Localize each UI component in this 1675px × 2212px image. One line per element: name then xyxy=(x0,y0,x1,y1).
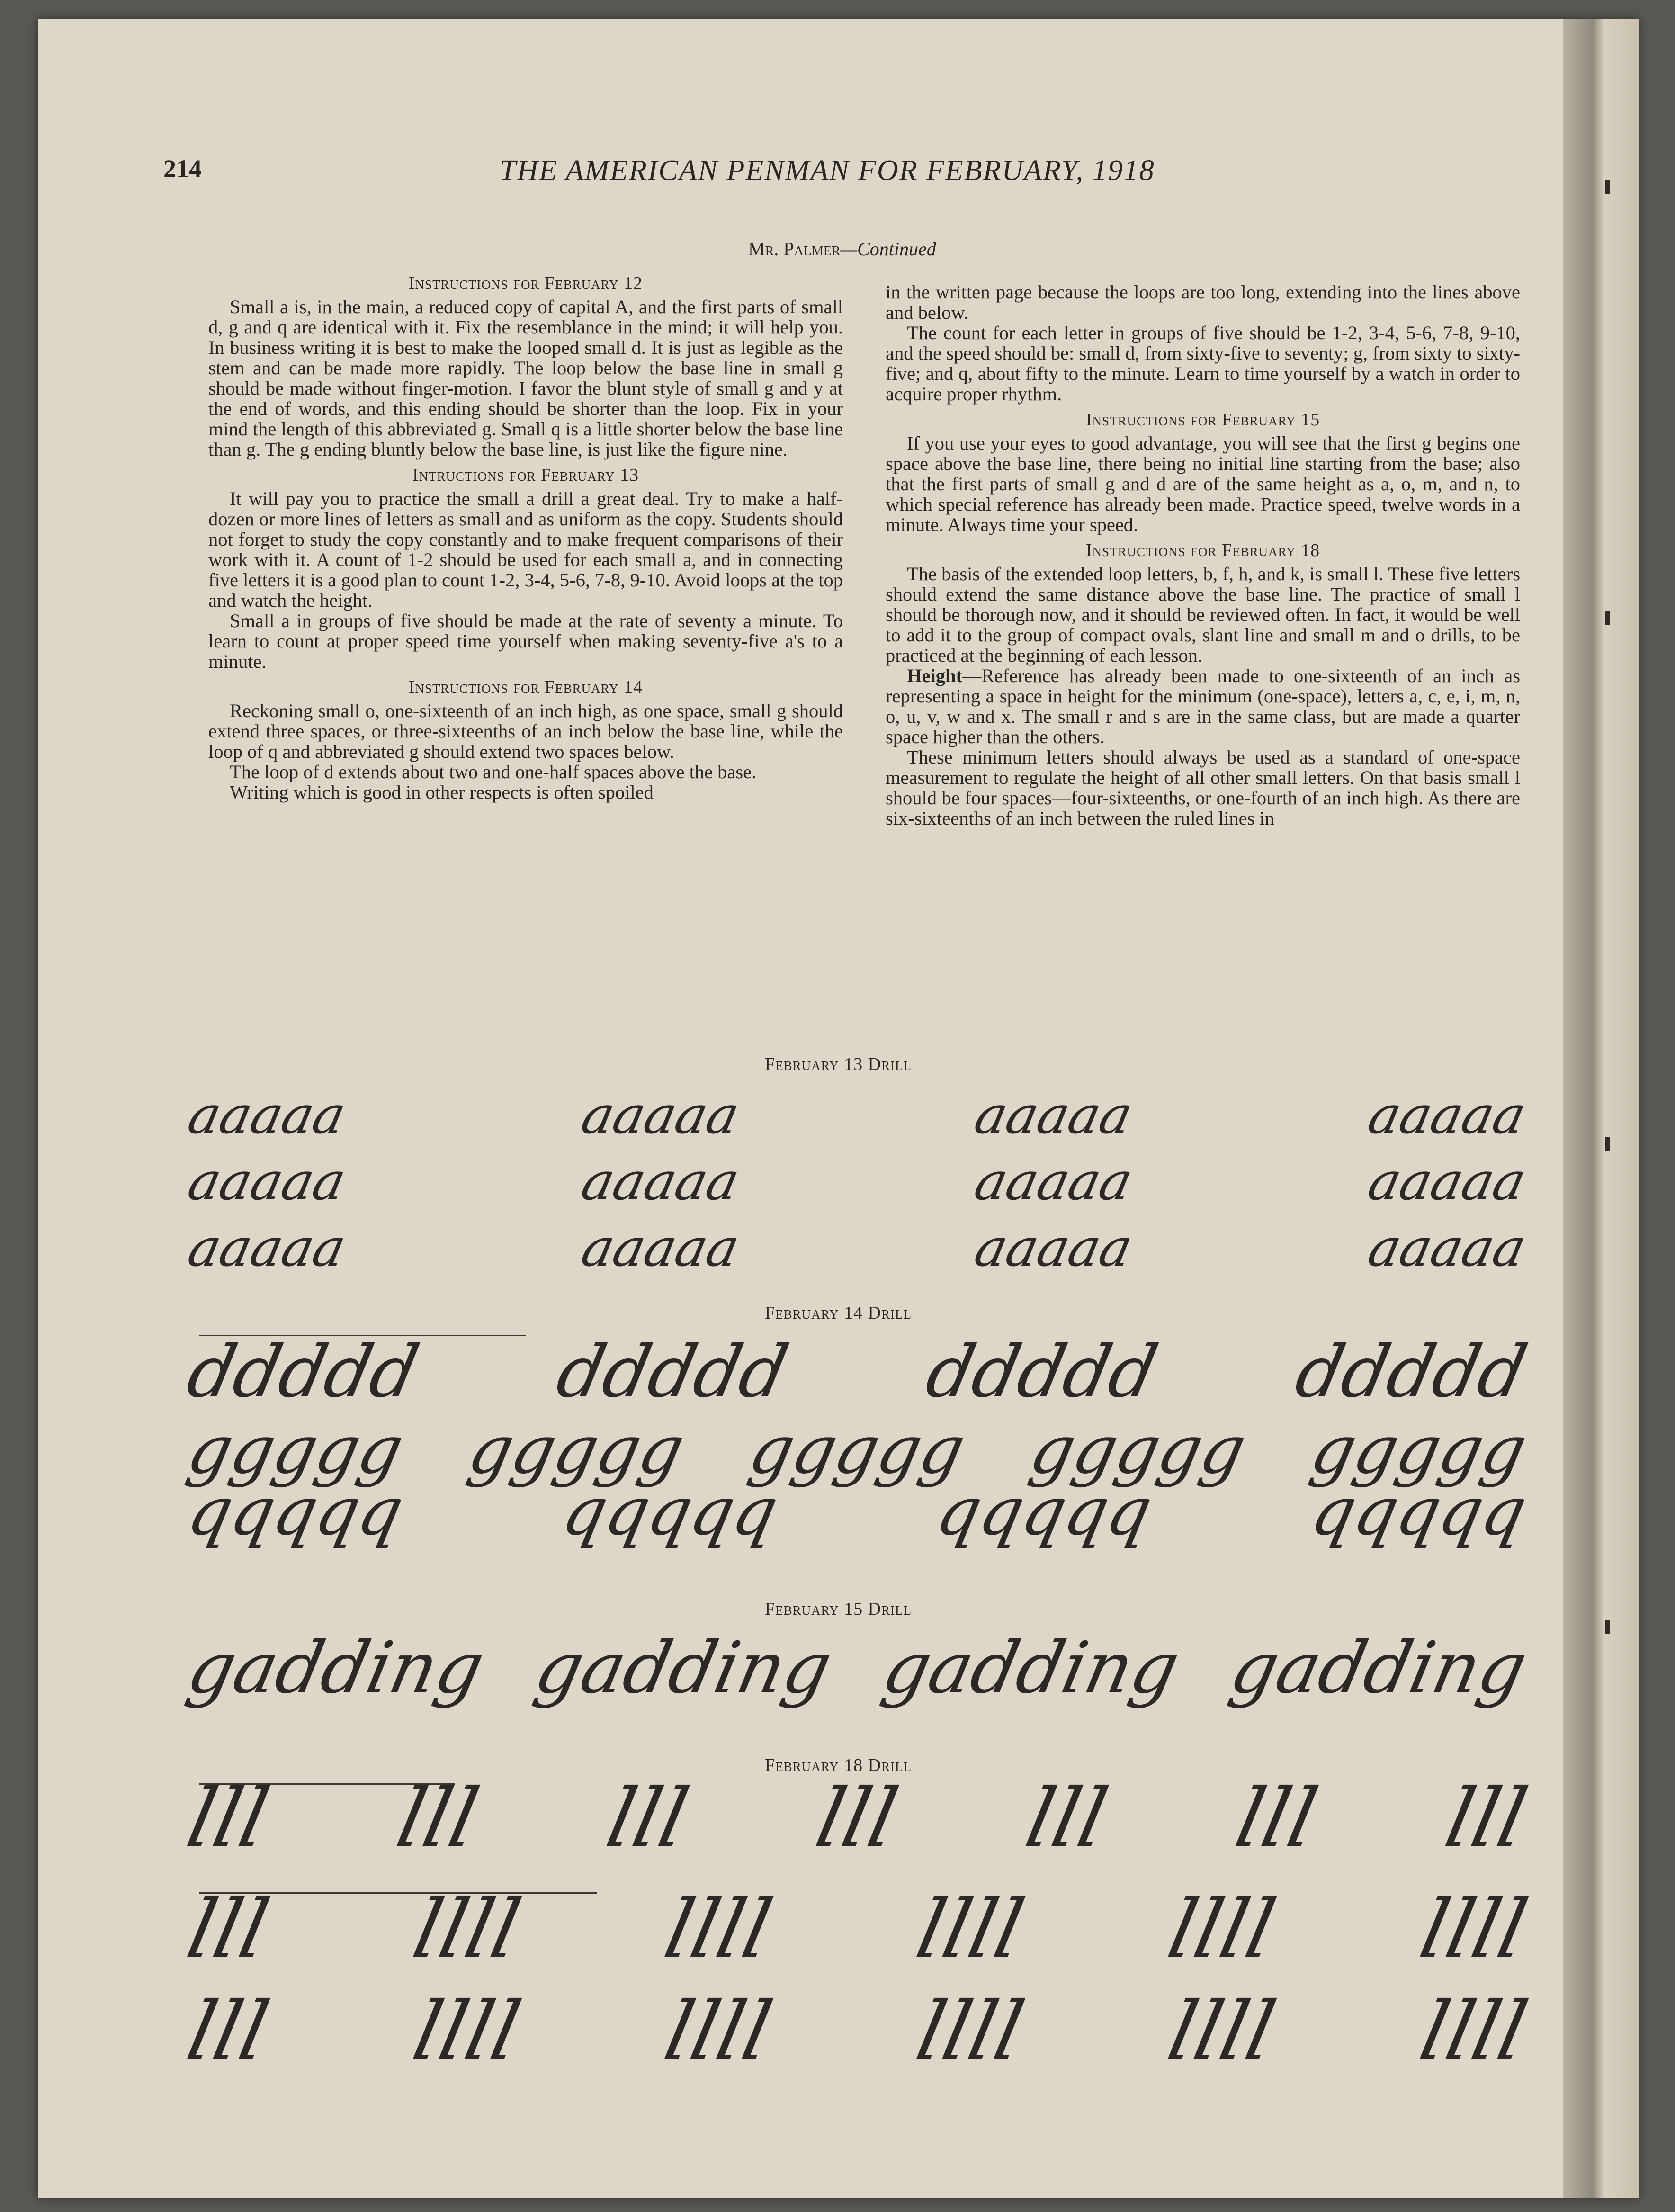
script-group: lll xyxy=(1018,1771,1116,1865)
section-heading: Instructions for February 18 xyxy=(1085,540,1320,560)
drill-row-a xyxy=(183,1151,1532,1212)
paragraph: If you use your eyes to good advantage, you will see that the first g begins one space above the base line, there being no initial line starting from the base; also that the first parts of small g and d are of the same height as a, o, m, and n, to which special reference has already been made. Practice speed, twelve words in a minute. Always time your speed. xyxy=(886,432,1520,535)
script-word: gadding xyxy=(876,1627,1186,1709)
paragraph: It will pay you to practice the small a drill a great deal. Try to make a half-dozen or more lines of letters as small and as uniform as the copy. Students should not forget to study the copy constantly and to make frequent comparisons of their work with it. A count of 1-2 should be used for each small a, and in connecting five letters it is a good plan to count 1-2, 3-4, 5-6, 7-8, 9-10. Avoid loops at the top and watch the height. xyxy=(208,488,843,611)
script-word: gadding xyxy=(528,1627,839,1709)
paragraph: These minimum letters should always be used as a standard of one-space measurement to regulate the height of all other small letters. On that basis small l should be four spaces—four-sixteenths, or one-fourth of an inch high. As there are six-sixteenths of an inch between the ruled lines in xyxy=(886,746,1520,829)
script-group: aaaaa xyxy=(183,1151,351,1212)
drill-title: February 13 Drill xyxy=(764,1054,912,1074)
script-group: aaaaa xyxy=(576,1151,745,1212)
paragraph: Small a in groups of five should be made at the rate of seventy a minute. To learn to count at proper speed time yourself when making seventy-five a's to a minute. xyxy=(208,610,843,672)
magazine-page xyxy=(38,19,1639,2198)
page-number: 214 xyxy=(163,154,202,183)
script-group: aaaaa xyxy=(969,1217,1138,1278)
script-word: gadding xyxy=(1223,1627,1534,1709)
script-group: lll xyxy=(389,1771,486,1865)
paragraph: Writing which is good in other respects is often spoiled xyxy=(230,782,654,803)
script-group: llll xyxy=(908,1985,1032,2078)
script-group: lll xyxy=(179,1771,277,1865)
script-group: aaaaa xyxy=(1363,1151,1532,1212)
drill-row-d xyxy=(180,1331,1534,1413)
section-heading: Instructions for February 12 xyxy=(408,273,643,293)
binding-stitch xyxy=(1605,180,1610,194)
script-group: aaaaa xyxy=(183,1217,351,1278)
drill-row-a xyxy=(183,1085,1532,1145)
paragraph: The basis of the extended loop letters, b, f, h, and k, is small l. These five letters should extend the same distance above the base line. The practice of small l should be thorough now, and it should be reviewed often. In fact, it would be well to add it to the group of compact ovals, slant line and small m and o drills, to be practiced at the beginning of each lesson. xyxy=(886,563,1520,666)
script-group: ggggg xyxy=(1304,1412,1533,1489)
drill-row-a xyxy=(183,1217,1532,1278)
drill-title: February 15 Drill xyxy=(764,1599,912,1619)
binding-stitch xyxy=(1605,611,1610,625)
script-group: llll xyxy=(1412,1985,1535,2078)
paragraph: The loop of d extends about two and one-half spaces above the base. xyxy=(230,761,757,782)
script-group: aaaaa xyxy=(1363,1217,1532,1278)
left-column xyxy=(208,268,843,802)
script-group: lll xyxy=(808,1771,906,1865)
script-group: ddddd xyxy=(919,1331,1164,1413)
binding-gutter xyxy=(1563,19,1639,2198)
script-group: qqqqq xyxy=(1304,1473,1533,1550)
script-group: llll xyxy=(1160,1985,1283,2078)
drill-title: February 18 Drill xyxy=(764,1755,912,1775)
script-group: aaaaa xyxy=(969,1151,1138,1212)
script-group: llll xyxy=(1412,1883,1535,1977)
script-group: llll xyxy=(405,1883,528,1977)
script-group: qqqqq xyxy=(930,1473,1159,1550)
paragraph xyxy=(886,665,1520,747)
drill-row-l xyxy=(179,1771,1535,1865)
script-group: ggggg xyxy=(462,1412,691,1489)
paragraph: in the written page because the loops are too long, extending into the lines above and below. xyxy=(886,281,1520,323)
paragraph-text: —Reference has already been made to one-sixteenth of an inch as representing a space in height for the minimum (one-space), letters a, c, e, i, m, n, o, u, v, w and x. The small r and s are in the same class, but are made a quarter space higher than the others. xyxy=(886,665,1520,747)
binding-stitch xyxy=(1605,1137,1610,1151)
right-column xyxy=(886,282,1520,828)
script-group: lll xyxy=(1437,1771,1535,1865)
script-group: llll xyxy=(657,1985,780,2078)
script-group: llll xyxy=(908,1883,1032,1977)
paragraph: Small a is, in the main, a reduced copy of capital A, and the first parts of small d, g and q are identical with it. Fix the resemblance in the mind; it will help you. In business writing it is best to make the looped small d. It is just as legible as the stem and can be made more rapidly. The loop below the base line in small g should be made without finger-motion. I favor the blunt style of small g and y at the end of words, and this ending should be shorter than the loop. Fix in your mind the length of this abbreviated g. Small q is a little shorter below the base line than g. The g ending bluntly below the base line, is just like the figure nine. xyxy=(208,296,843,460)
paragraph: The count for each letter in groups of five should be 1-2, 3-4, 5-6, 7-8, 9-10, and the speed should be: small d, from sixty-five to seventy; g, from sixty to sixty-five; and q, about fifty to the minute. Learn to time yourself by a watch in order to acquire proper rhythm. xyxy=(886,322,1520,405)
script-group: ddddd xyxy=(550,1331,795,1413)
script-group: ggggg xyxy=(181,1412,410,1489)
script-group: aaaaa xyxy=(969,1085,1138,1145)
drill-title: February 14 Drill xyxy=(764,1303,912,1323)
script-group: llll xyxy=(657,1883,780,1977)
script-group: aaaaa xyxy=(183,1085,351,1145)
running-head: THE AMERICAN PENMAN FOR FEBRUARY, 1918 xyxy=(500,154,1155,187)
script-group: qqqqq xyxy=(181,1473,410,1550)
script-group: lll xyxy=(1228,1771,1326,1865)
script-group: llll xyxy=(1160,1883,1283,1977)
paragraph: Reckoning small o, one-sixteenth of an inch high, as one space, small g should extend three spaces, or three-sixteenths of an inch below the base line, while the loop of q and abbreviated g should extend two spaces below. xyxy=(208,700,843,762)
script-group: llll xyxy=(405,1985,528,2078)
section-heading: Instructions for February 14 xyxy=(408,677,643,697)
drill-row-l xyxy=(179,1985,1535,2078)
script-word: gadding xyxy=(180,1627,491,1709)
section-heading: Intructions for February 13 xyxy=(412,465,639,485)
script-group: lll xyxy=(599,1771,696,1865)
script-group: aaaaa xyxy=(576,1085,745,1145)
section-heading: Instructions for February 15 xyxy=(1085,410,1320,430)
script-group: ddddd xyxy=(1289,1331,1534,1413)
continued-line xyxy=(748,238,936,260)
script-group: lll xyxy=(179,1985,277,2078)
page-header xyxy=(163,154,1238,201)
script-group: aaaaa xyxy=(576,1217,745,1278)
script-group: ggggg xyxy=(743,1412,972,1489)
script-group: ggggg xyxy=(1023,1412,1253,1489)
binding-stitch xyxy=(1605,1620,1610,1634)
drill-row-l xyxy=(179,1883,1535,1977)
drill-row-q xyxy=(181,1473,1533,1550)
script-group: qqqqq xyxy=(555,1473,785,1550)
author-name: Mr. Palmer xyxy=(748,238,841,260)
drill-row-gadding xyxy=(180,1627,1534,1709)
script-group: aaaaa xyxy=(1363,1085,1532,1145)
continued-label: —Continued xyxy=(840,238,936,260)
run-in-heading: Height xyxy=(907,665,962,686)
script-group: lll xyxy=(179,1883,277,1977)
script-group: ddddd xyxy=(180,1331,426,1413)
